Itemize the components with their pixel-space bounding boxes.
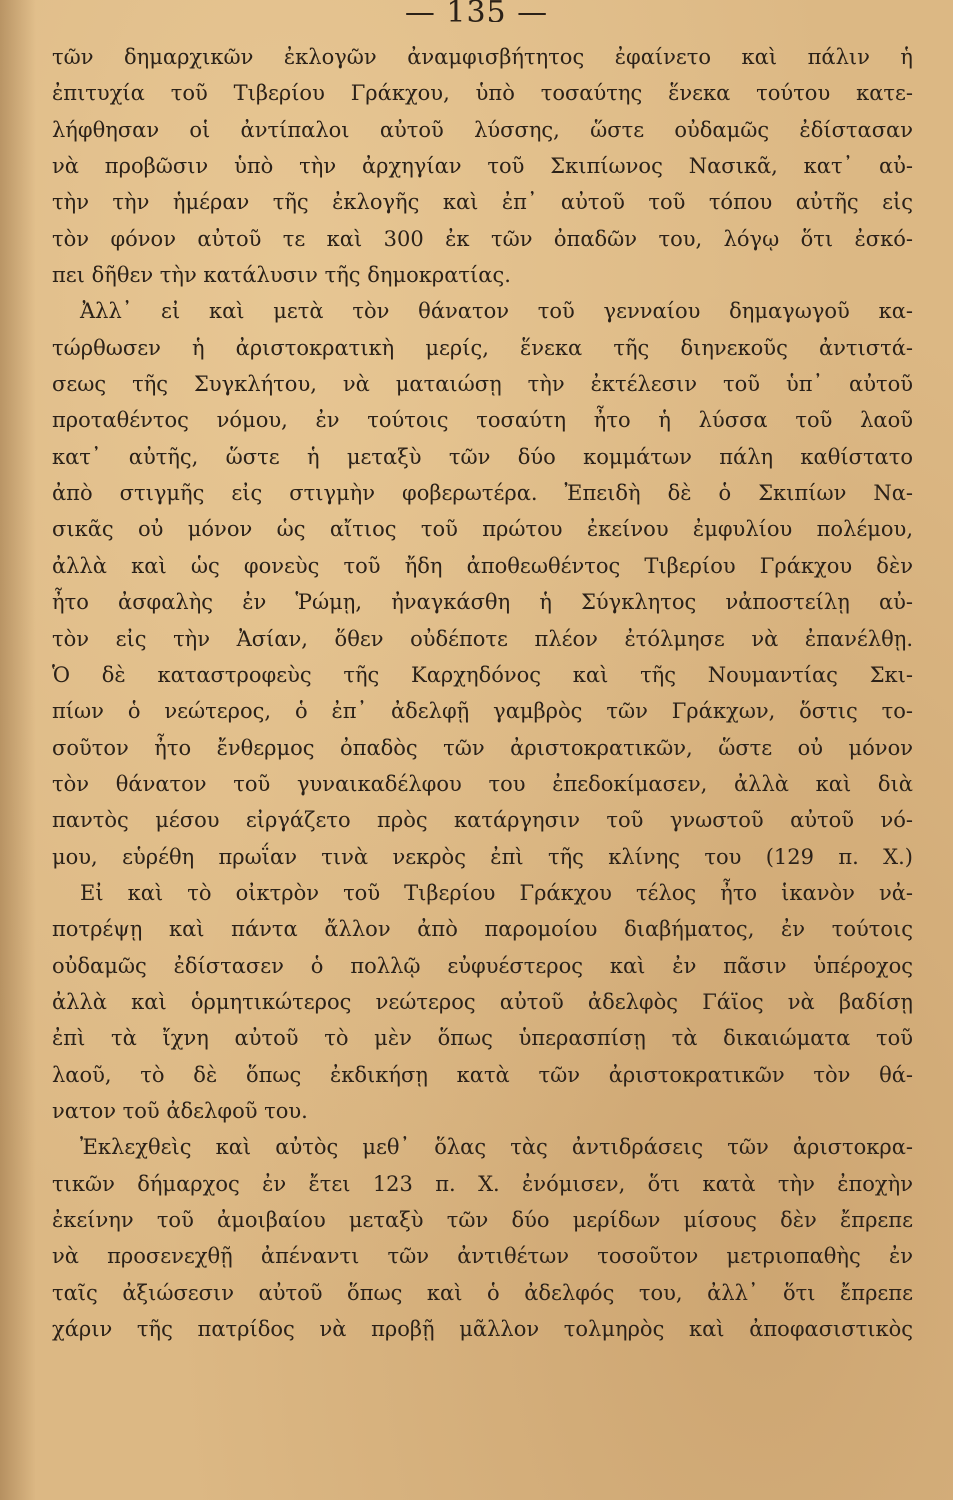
text-line: ἀπὸ στιγμῆς εἰς στιγμὴν φοβερωτέρα. Ἐπειδὴ δὲ ὁ Σκιπίων Να- bbox=[52, 481, 913, 506]
text-line: σοῦτον ἦτο ἔνθερμος ὀπαδὸς τῶν ἀριστοκρατικῶν, ὥστε οὐ μόνον bbox=[52, 735, 913, 760]
text-line: Εἰ καὶ τὸ οἰκτρὸν τοῦ Τιβερίου Γράκχου τέλος ἦτο ἱκανὸν νἀ- bbox=[80, 880, 913, 905]
text-line: ἀλλὰ καὶ ὡς φονεὺς τοῦ ἤδη ἀποθεωθέντος Τιβερίου Γράκχου δὲν bbox=[52, 553, 913, 578]
text-line: πει δῆθεν τὴν κατάλυσιν τῆς δημοκρατίας. bbox=[52, 263, 511, 288]
text-line: τικῶν δήμαρχος ἐν ἔτει 123 π. Χ. ἐνόμισεν, ὅτι κατὰ τὴν ἐποχὴν bbox=[52, 1171, 913, 1196]
text-line: πίων ὁ νεώτερος, ὁ ἐπ᾽ ἀδελφῇ γαμβρὸς τῶν Γράκχων, ὅστις το- bbox=[52, 699, 913, 724]
text-line: παντὸς μέσου εἰργάζετο πρὸς κατάργησιν τοῦ γνωστοῦ αὐτοῦ νό- bbox=[52, 808, 913, 833]
text-line: ἐκείνην τοῦ ἀμοιβαίου μεταξὺ τῶν δύο μερίδων μίσους δὲν ἔπρεπε bbox=[52, 1208, 913, 1232]
text-line: Ὁ δὲ καταστροφεὺς τῆς Καρχηδόνος καὶ τῆς Νουμαντίας Σκι- bbox=[52, 662, 913, 687]
text-line: σικᾶς οὐ μόνον ὡς αἴτιος τοῦ πρώτου ἐκείνου ἐμφυλίου πολέμου, bbox=[52, 517, 913, 542]
text-line: μου, εὑρέθη πρωΐαν τινὰ νεκρὸς ἐπὶ τῆς κλίνης του (129 π. Χ.) bbox=[52, 844, 913, 869]
text-line: σεως τῆς Συγκλήτου, νὰ ματαιώσῃ τὴν ἐκτέλεσιν τοῦ ὑπ᾽ αὐτοῦ bbox=[52, 372, 913, 397]
text-line: κατ᾽ αὐτῆς, ὥστε ἡ μεταξὺ τῶν δύο κομμάτων πάλη καθίστατο bbox=[52, 444, 913, 469]
text-line: ἐπιτυχία τοῦ Τιβερίου Γράκχου, ὑπὸ τοσαύτης ἕνεκα τούτου κατε- bbox=[52, 81, 913, 106]
text-line: νὰ προβῶσιν ὑπὸ τὴν ἀρχηγίαν τοῦ Σκιπίωνος Νασικᾶ, κατ᾽ αὐ- bbox=[52, 154, 913, 179]
text-line: λήφθησαν οἱ ἀντίπαλοι αὐτοῦ λύσσης, ὥστε οὐδαμῶς ἐδίστασαν bbox=[52, 117, 913, 142]
text-line: λαοῦ, τὸ δὲ ὅπως ἐκδικήσῃ κατὰ τῶν ἀριστοκρατικῶν τὸν θά- bbox=[52, 1062, 913, 1087]
text-line: προταθέντος νόμου, ἐν τούτοις τοσαύτη ἦτο ἡ λύσσα τοῦ λαοῦ bbox=[52, 408, 913, 433]
page-number: — 135 — bbox=[404, 0, 549, 22]
text-line: νὰ προσενεχθῇ ἀπέναντι τῶν ἀντιθέτων τοσοῦτον μετριοπαθὴς ἐν bbox=[52, 1244, 913, 1269]
text-line: Ἀλλ᾽ εἰ καὶ μετὰ τὸν θάνατον τοῦ γενναίου δημαγωγοῦ κα- bbox=[80, 299, 913, 324]
text-line: ἀλλὰ καὶ ὁρμητικώτερος νεώτερος αὐτοῦ ἀδελφὸς Γάϊος νὰ βαδίσῃ bbox=[52, 989, 913, 1014]
text-line: Ἐκλεχθεὶς καὶ αὐτὸς μεθ᾽ ὅλας τὰς ἀντιδράσεις τῶν ἀριστοκρα- bbox=[80, 1135, 913, 1160]
text-line: τὸν θάνατον τοῦ γυναικαδέλφου του ἐπεδοκίμασεν, ἀλλὰ καὶ διὰ bbox=[52, 771, 913, 796]
body-text bbox=[52, 39, 913, 1347]
text-line: οὐδαμῶς ἐδίστασεν ὁ πολλῷ εὐφυέστερος καὶ ἐν πᾶσιν ὑπέροχος bbox=[52, 953, 913, 978]
text-line: τὸν εἰς τὴν Ἀσίαν, ὅθεν οὐδέποτε πλέον ἐτόλμησε νὰ ἐπανέλθῃ. bbox=[52, 626, 913, 651]
text-line: νατον τοῦ ἀδελφοῦ του. bbox=[52, 1098, 308, 1123]
text-line: τῶν δημαρχικῶν ἐκλογῶν ἀναμφισβήτητος ἐφαίνετο καὶ πάλιν ἡ bbox=[52, 45, 913, 69]
text-line: χάριν τῆς πατρίδος νὰ προβῇ μᾶλλον τολμηρὸς καὶ ἀποφασιστικὸς bbox=[52, 1317, 913, 1342]
text-line: τὴν τὴν ἡμέραν τῆς ἐκλογῆς καὶ ἐπ᾽ αὐτοῦ τοῦ τόπου αὐτῆς εἰς bbox=[52, 190, 913, 215]
text-line: ταῖς ἀξιώσεσιν αὐτοῦ ὅπως καὶ ὁ ἀδελφός του, ἀλλ᾽ ὅτι ἔπρεπε bbox=[52, 1280, 913, 1305]
text-line: ἦτο ἀσφαλὴς ἐν Ῥώμῃ, ἠναγκάσθη ἡ Σύγκλητος νἀποστείλῃ αὐ- bbox=[52, 590, 913, 615]
text-line: ἐπὶ τὰ ἴχνη αὐτοῦ τὸ μὲν ὅπως ὑπερασπίσῃ τὰ δικαιώματα τοῦ bbox=[52, 1026, 913, 1051]
text-line: τώρθωσεν ἡ ἀριστοκρατικὴ μερίς, ἕνεκα τῆς διηνεκοῦς ἀντιστά- bbox=[52, 335, 913, 360]
text-line: ποτρέψῃ καὶ πάντα ἄλλον ἀπὸ παρομοίου διαβήματος, ἐν τούτοις bbox=[52, 917, 913, 942]
text-line: τὸν φόνον αὐτοῦ τε καὶ 300 ἐκ τῶν ὀπαδῶν του, λόγῳ ὅτι ἐσκό- bbox=[52, 226, 913, 251]
